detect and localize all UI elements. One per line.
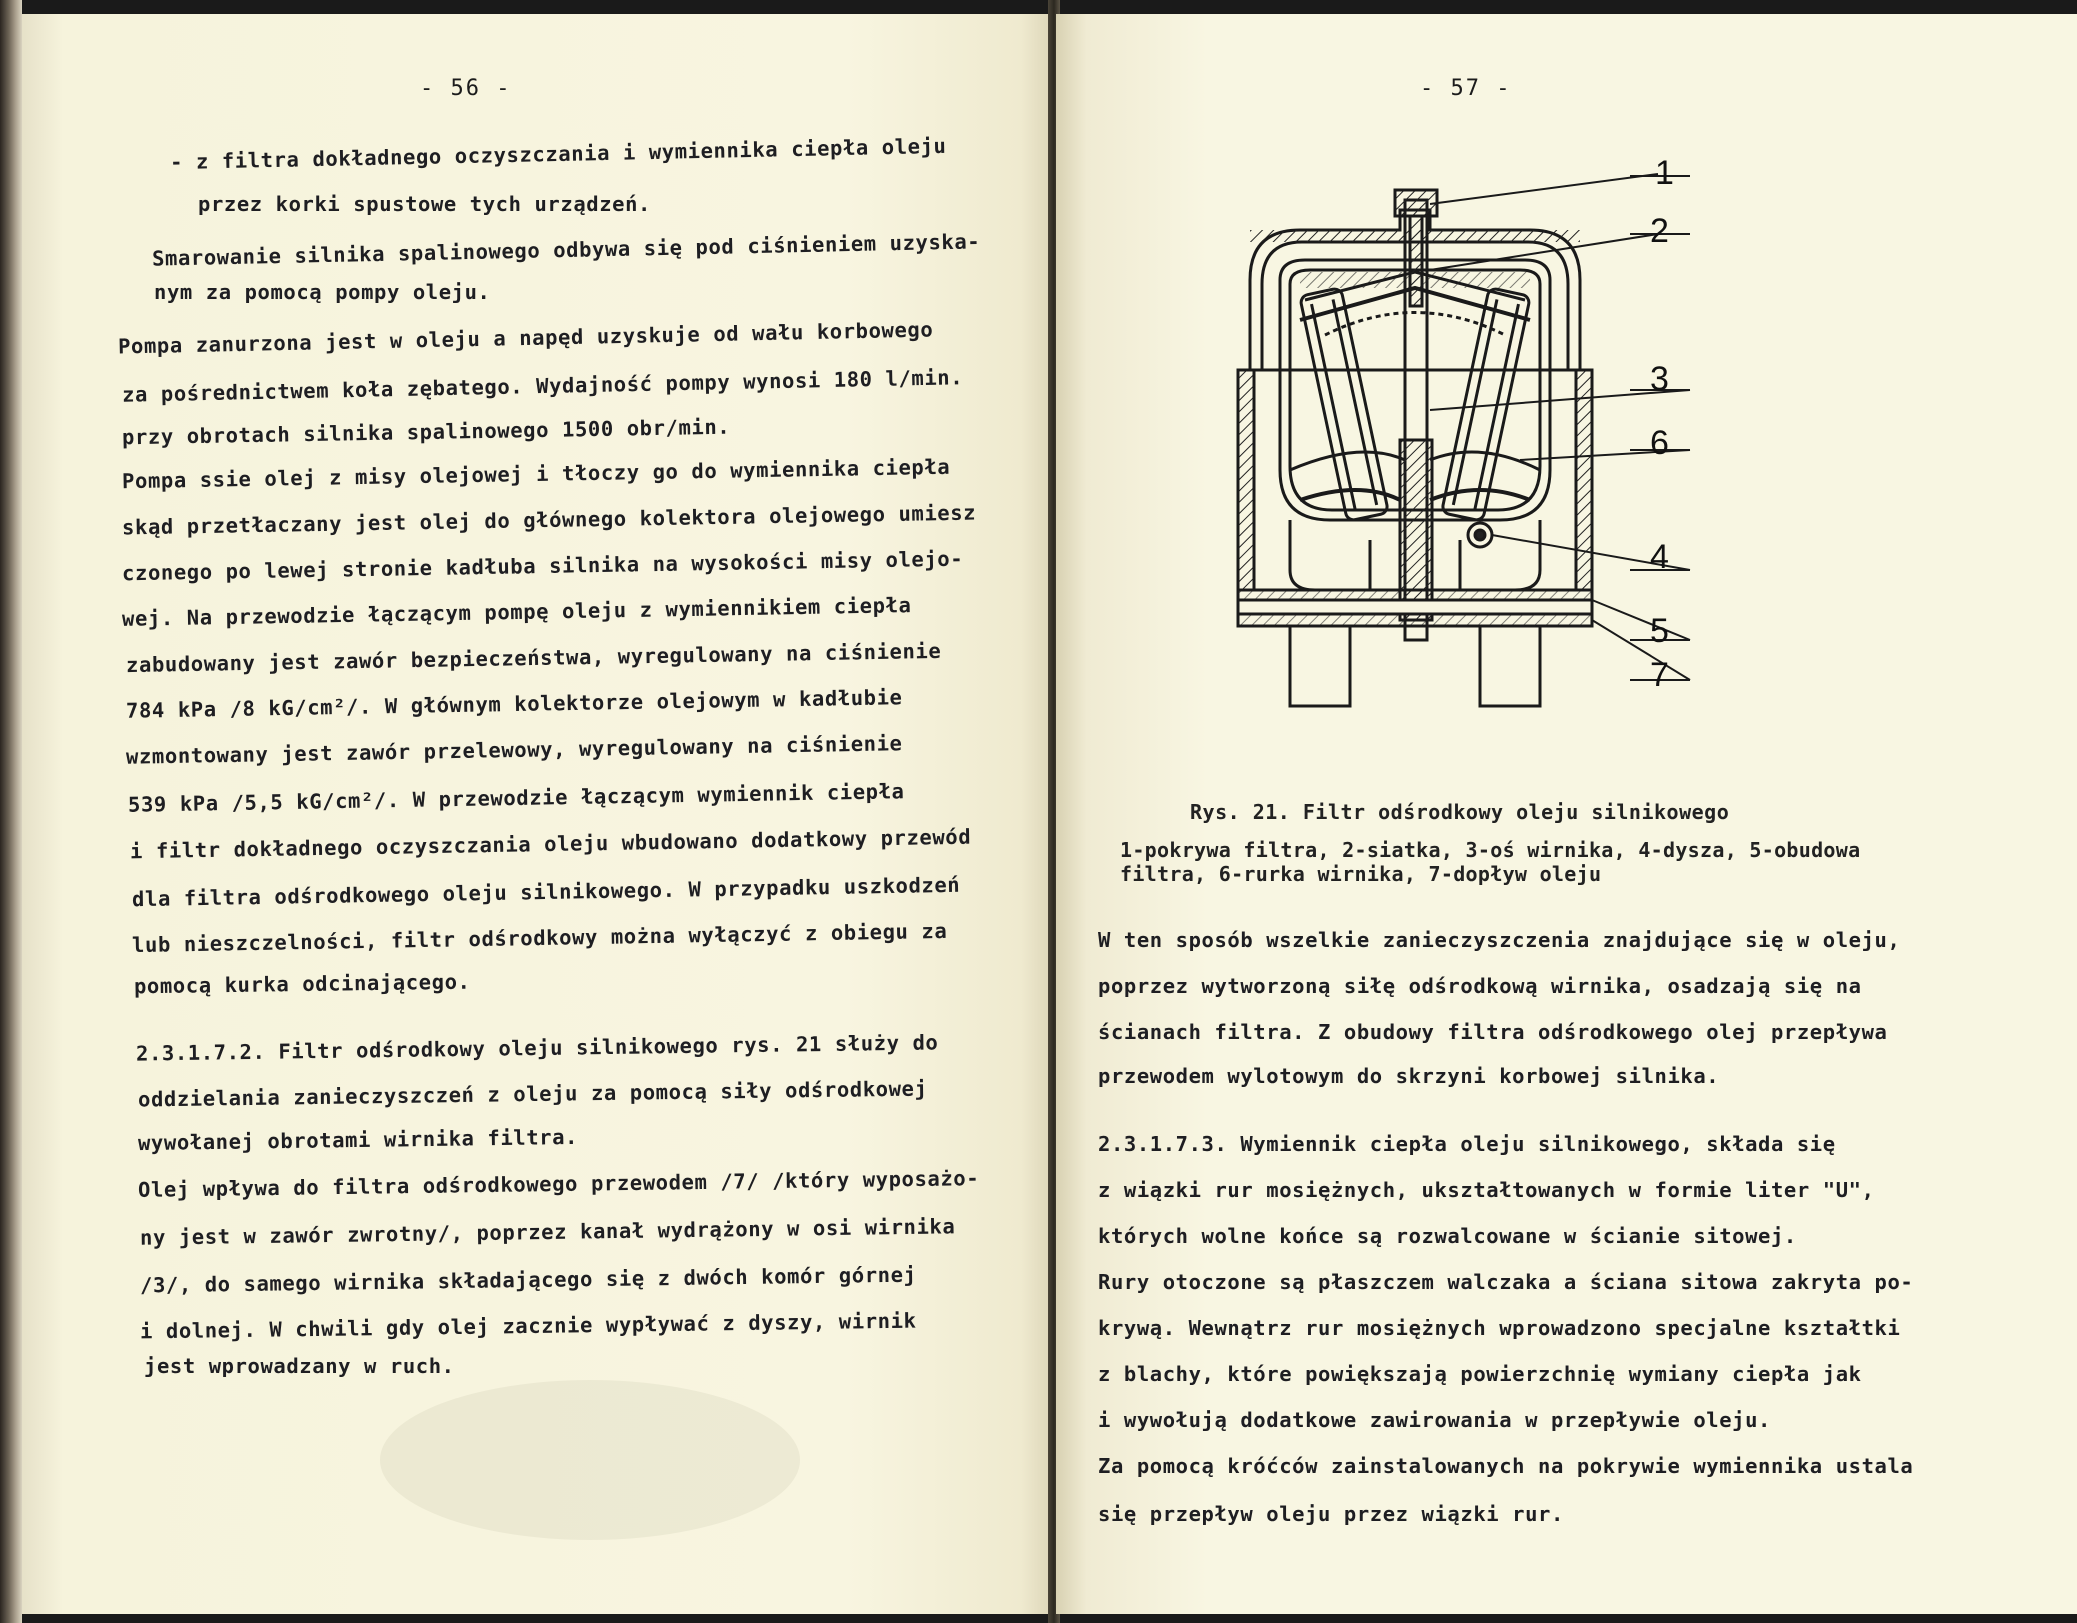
text-line: 539 kPa /5,5 kG/cm²/. W przewodzie łączącym wymiennik ciepła bbox=[127, 779, 905, 817]
callout-7: 7 bbox=[1650, 656, 1669, 694]
text-line: Pompa zanurzona jest w oleju a napęd uzyskuje od wału korbowego bbox=[117, 317, 934, 359]
text-line: czonego po lewej stronie kadłuba silnika na wysokości misy olejo- bbox=[121, 546, 964, 586]
page-number-left: - 56 - bbox=[420, 76, 512, 101]
text-line: 784 kPa /8 kG/cm²/. W głównym kolektorze olejowym w kadłubie bbox=[125, 685, 903, 723]
text-line: krywą. Wewnątrz rur mosiężnych wprowadzono specjalne kształtki bbox=[1098, 1316, 1901, 1340]
text-line: pomocą kurka odcinającego. bbox=[133, 969, 471, 999]
text-line: skąd przetłaczany jest olej do głównego kolektora olejowego umiesz bbox=[121, 500, 977, 540]
text-line: ny jest w zawór zwrotny/, poprzez kanał wydrążony w osi wirnika bbox=[139, 1214, 956, 1250]
text-line: przy obrotach silnika spalinowego 1500 obr/min. bbox=[121, 414, 731, 450]
callout-1: 1 bbox=[1655, 154, 1674, 192]
callout-6: 6 bbox=[1650, 424, 1669, 462]
text-line: - z filtra dokładnego oczyszczania i wymiennika ciepła oleju bbox=[169, 133, 947, 175]
section-heading-2-3-1-7-2: 2.3.1.7.2. Filtr odśrodkowy oleju silnikowego rys. 21 służy do bbox=[135, 1030, 939, 1066]
text-line: których wolne końce są rozwalcowane w ścianie sitowej. bbox=[1098, 1224, 1797, 1248]
figure-caption-line: 1-pokrywa filtra, 2-siatka, 3-oś wirnika, 4-dysza, 5-obudowa bbox=[1120, 838, 1861, 862]
bleed-through bbox=[380, 1380, 800, 1540]
text-line: przewodem wylotowym do skrzyni korbowej silnika. bbox=[1098, 1064, 1720, 1088]
text-line: poprzez wytworzoną siłę odśrodkową wirnika, osadzają się na bbox=[1098, 974, 1862, 998]
callout-3: 3 bbox=[1650, 360, 1669, 398]
text-line: przez korki spustowe tych urządzeń. bbox=[198, 192, 651, 216]
text-line: się przepływ oleju przez wiązki rur. bbox=[1098, 1502, 1564, 1526]
text-line: z blachy, które powiększają powierzchnię wymiany ciepła jak bbox=[1098, 1362, 1862, 1386]
page-number-right: - 57 - bbox=[1420, 76, 1512, 101]
text-line: za pośrednictwem koła zębatego. Wydajność pompy wynosi 180 l/min. bbox=[121, 365, 964, 407]
book-edge bbox=[0, 0, 22, 1623]
text-line: Pompa ssie olej z misy olejowej i tłoczy go do wymiennika ciepła bbox=[121, 454, 951, 494]
callout-2: 2 bbox=[1650, 212, 1669, 250]
text-line: dla filtra odśrodkowego oleju silnikowego. W przypadku uszkodzeń bbox=[131, 872, 961, 912]
callout-5: 5 bbox=[1650, 612, 1669, 650]
text-line: i wywołują dodatkowe zawirowania w przepływie oleju. bbox=[1098, 1408, 1771, 1432]
section-heading-2-3-1-7-3: 2.3.1.7.3. Wymiennik ciepła oleju silnikowego, składa się bbox=[1098, 1132, 1836, 1156]
text-line: jest wprowadzany w ruch. bbox=[144, 1354, 455, 1378]
text-line: W ten sposób wszelkie zanieczyszczenia znajdujące się w oleju, bbox=[1098, 928, 1901, 952]
text-line: wzmontowany jest zawór przelewowy, wyregulowany na ciśnienie bbox=[125, 731, 903, 769]
text-line: Rury otoczone są płaszczem walczaka a ściana sitowa zakryta po- bbox=[1098, 1270, 1914, 1294]
text-line: zabudowany jest zawór bezpieczeństwa, wyregulowany na ciśnienie bbox=[125, 638, 942, 678]
text-line: lub nieszczelności, filtr odśrodkowy można wyłączyć z obiegu za bbox=[131, 918, 948, 958]
text-line: wej. Na przewodzie łączącym pompę oleju z wymiennikiem ciepła bbox=[121, 593, 912, 631]
text-line: oddzielania zanieczyszczeń z oleju za pomocą siły odśrodkowej bbox=[137, 1076, 928, 1112]
callout-4: 4 bbox=[1650, 538, 1669, 576]
figure-caption-line: filtra, 6-rurka wirnika, 7-dopływ oleju bbox=[1120, 862, 1602, 886]
text-line: wywołanej obrotami wirnika filtra. bbox=[137, 1124, 579, 1156]
text-line: i dolnej. W chwili gdy olej zacznie wypływać z dyszy, wirnik bbox=[139, 1308, 917, 1344]
text-line: Za pomocą króćców zainstalowanych na pokrywie wymiennika ustala bbox=[1098, 1454, 1914, 1478]
text-line: Smarowanie silnika spalinowego odbywa się pod ciśnieniem uzyska- bbox=[151, 229, 981, 271]
text-line: nym za pomocą pompy oleju. bbox=[154, 280, 491, 304]
text-line: z wiązki rur mosiężnych, ukształtowanych w formie liter "U", bbox=[1098, 1178, 1875, 1202]
text-line: /3/, do samego wirnika składającego się z dwóch komór górnej bbox=[139, 1262, 917, 1298]
text-line: ścianach filtra. Z obudowy filtra odśrodkowego olej przepływa bbox=[1098, 1020, 1888, 1044]
text-line: Olej wpływa do filtra odśrodkowego przewodem /7/ /który wyposażo- bbox=[137, 1166, 980, 1202]
figure-caption-title: Rys. 21. Filtr odśrodkowy oleju silnikowego bbox=[1190, 800, 1730, 824]
text-line: i filtr dokładnego oczyszczania oleju wbudowano dodatkowy przewód bbox=[129, 824, 972, 864]
centrifugal-filter-diagram bbox=[1230, 160, 1710, 760]
